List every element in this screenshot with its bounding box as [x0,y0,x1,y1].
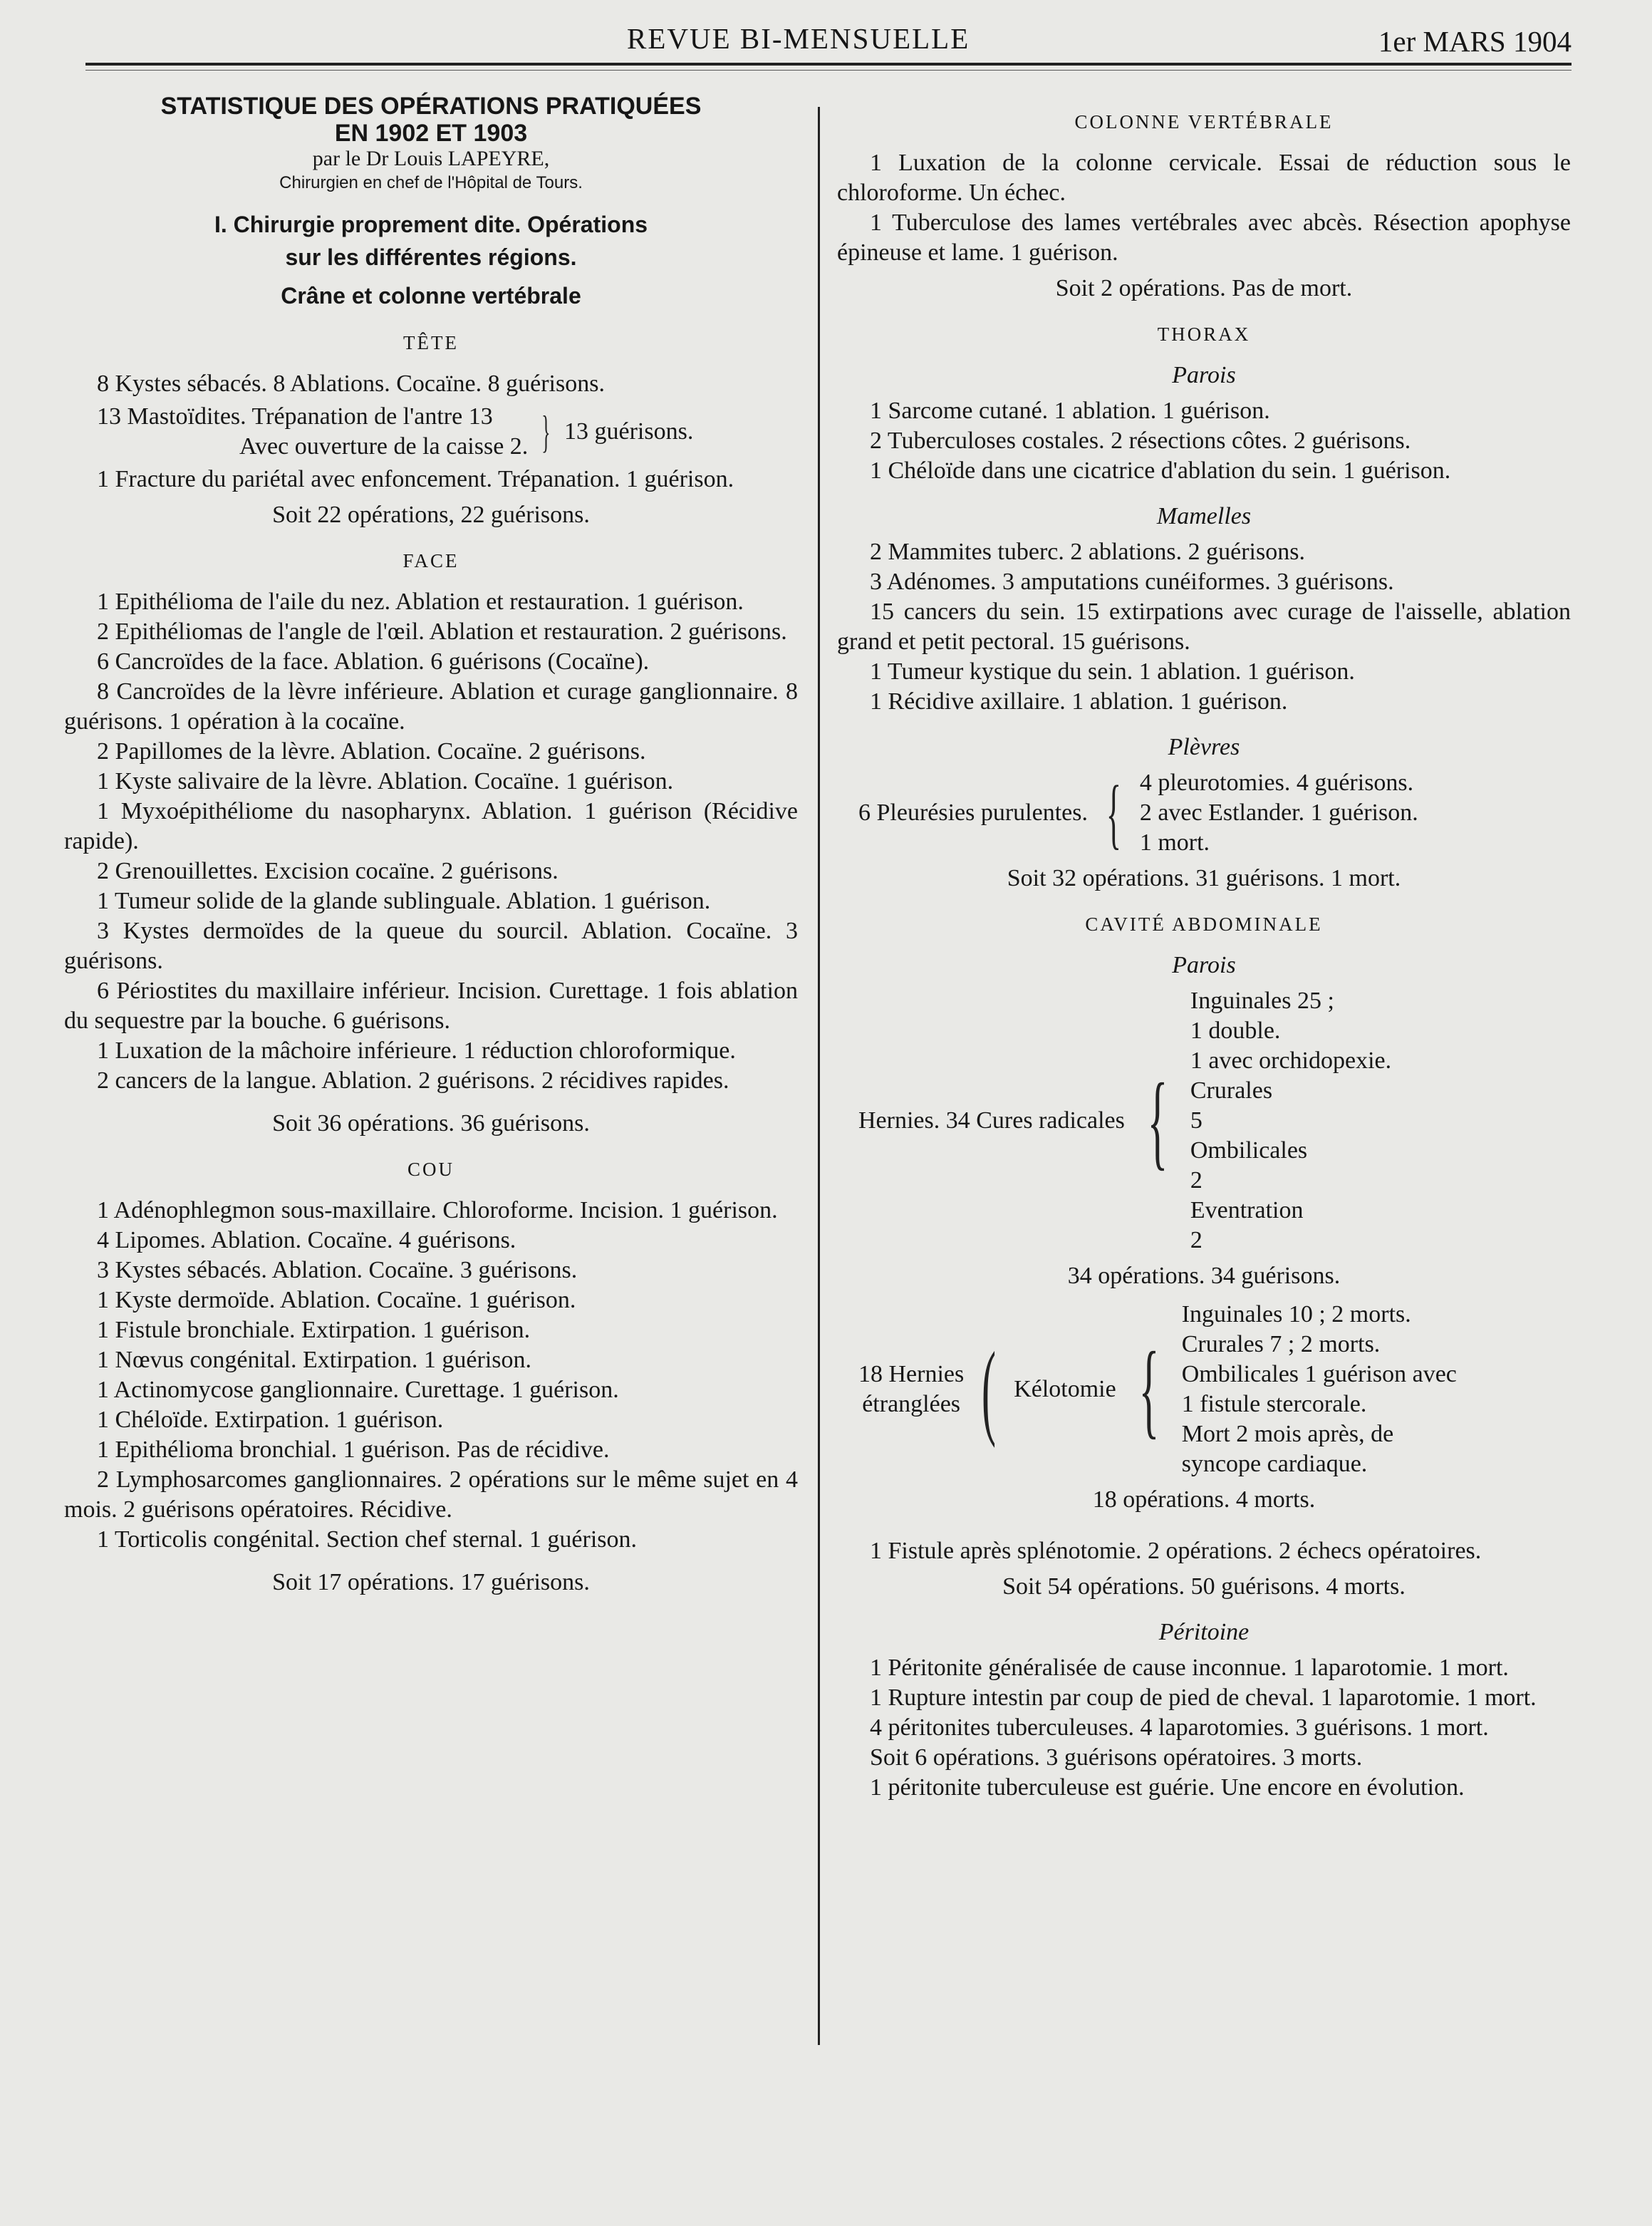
mamelles-list [837,537,1571,717]
entry: Crurales 7 ; 2 morts. [1181,1331,1381,1357]
heading-face: FACE [402,550,459,571]
issue-date: 1er MARS 1904 [1378,25,1572,58]
etranglees-list [1182,1300,1457,1479]
hernies-group [837,986,1571,1256]
brace-icon: { [1138,1330,1160,1449]
subheading-peritoine: Péritoine [1158,1619,1250,1645]
entry: 13 Mastoïdites. Trépanation de l'antre 13 [97,403,493,430]
thorax-parois-list [837,396,1571,486]
subtotal: Soit 17 opérations. 17 guérisons. [272,1569,590,1595]
left-column [64,93,798,1606]
entry: 18 Hernies [858,1361,965,1387]
heading-colonne: COLONNE VERTÉBRALE [1074,111,1334,133]
entry: 1 Kyste dermoïde. Ablation. Cocaïne. 1 guérison. [97,1287,576,1313]
entry: étranglées [862,1391,961,1417]
entry: 2 cancers de la langue. Ablation. 2 guérisons. 2 récidives rapides. [97,1067,729,1094]
entry: 8 Cancroïdes de la lèvre inférieure. Ablation et curage ganglionnaire. 8 guérisons. 1 opération à la cocaïne. [64,678,798,735]
entry: Avec ouverture de la caisse 2. [239,433,529,460]
entry: Hernies. 34 Cures radicales [858,1107,1125,1134]
hernie-type: Inguinales 25 ; [1190,988,1334,1014]
entry: syncope cardiaque. [1181,1451,1368,1477]
entry: 2 Mammites tuberc. 2 ablations. 2 guérisons. [870,539,1305,565]
brace-icon: { [1147,1062,1168,1180]
entry: Inguinales 10 ; 2 morts. [1181,1301,1411,1327]
face-list [64,587,798,1096]
entry: 8 Kystes sébacés. 8 Ablations. Cocaïne. 8 guérisons. [97,371,605,397]
article-title-line2: EN 1902 ET 1903 [334,120,528,147]
entry: 3 Adénomes. 3 amputations cunéiformes. 3 guérisons. [870,569,1394,595]
section-heading-cont: sur les différentes régions. [285,244,577,270]
entry: 6 Pleurésies purulentes. [858,799,1088,826]
entry: 1 Fistule après splénotomie. 2 opérations. 2 échecs opératoires. [870,1538,1482,1564]
entry: 3 Kystes sébacés. Ablation. Cocaïne. 3 guérisons. [97,1257,578,1283]
header-rule-thin [85,70,1572,71]
entry: Soit 6 opérations. 3 guérisons opératoires. 3 morts. [870,1744,1363,1771]
header-rule [85,63,1572,66]
entry: 2 Epithéliomas de l'angle de l'œil. Ablation et restauration. 2 guérisons. [97,618,787,645]
entry: 4 péritonites tuberculeuses. 4 laparotomies. 3 guérisons. 1 mort. [870,1714,1489,1741]
entry: 1 Chéloïde. Extirpation. 1 guérison. [97,1407,444,1433]
entry: 1 Récidive axillaire. 1 ablation. 1 guérison. [870,688,1288,715]
entry: 1 Luxation de la mâchoire inférieure. 1 réduction chloroformique. [97,1037,736,1064]
subheading-parois: Parois [1172,362,1236,388]
entry: 1 fistule stercorale. [1181,1391,1367,1417]
heading-cou: COU [407,1159,454,1180]
entry: 1 mort. [1139,829,1210,856]
hernie-count: 2 [1190,1167,1202,1194]
hernie-type: Eventration [1190,1197,1304,1223]
subtotal: Soit 2 opérations. Pas de mort. [1055,275,1353,301]
entry: 2 Grenouillettes. Excision cocaïne. 2 guérisons. [97,858,559,884]
entry: 6 Périostites du maxillaire inférieur. Incision. Curettage. 1 fois ablation du sequestre par la bouche. 6 guérisons. [64,978,798,1034]
hernie-count: 1 double. [1190,1018,1281,1044]
entry: Ombilicales 1 guérison avec [1181,1361,1457,1387]
article-title-line1: STATISTIQUE DES OPÉRATIONS PRATIQUÉES [160,93,702,120]
brace-icon: ( [982,1330,997,1449]
entry: 1 Adénophlegmon sous-maxillaire. Chloroforme. Incision. 1 guérison. [97,1197,778,1223]
entry: 1 Kyste salivaire de la lèvre. Ablation. Cocaïne. 1 guérison. [97,768,674,794]
journal-title: REVUE BI-MENSUELLE [627,22,970,55]
entry: 1 Sarcome cutané. 1 ablation. 1 guérison. [870,398,1270,424]
entry: 13 guérisons. [564,418,694,445]
brace-icon: { [1106,770,1121,856]
entry: 1 Fracture du pariétal avec enfoncement. Trépanation. 1 guérison. [97,466,734,492]
entry: 1 Chéloïde dans une cicatrice d'ablation du sein. 1 guérison. [870,457,1451,484]
entry: 1 Epithélioma de l'aile du nez. Ablation et restauration. 1 guérison. [97,589,744,615]
section-heading: I. Chirurgie proprement dite. Opérations [214,212,648,237]
mastoidites-group [64,402,798,462]
entry: 1 Rupture intestin par coup de pied de cheval. 1 laparotomie. 1 mort. [870,1684,1537,1711]
entry: 1 Nœvus congénital. Extirpation. 1 guérison. [97,1347,532,1373]
brace-icon: } [541,406,551,457]
subheading-plevres: Plèvres [1168,734,1240,760]
entry: 3 Kystes dermoïdes de la queue du sourcil. Ablation. Cocaïne. 3 guérisons. [64,918,798,974]
entry: 2 Lymphosarcomes ganglionnaires. 2 opérations sur le même sujet en 4 mois. 2 guérisons opératoires. Récidive. [64,1466,798,1523]
subtotal: 18 opérations. 4 morts. [1092,1486,1316,1513]
right-column [837,93,1571,1803]
subtotal: Soit 54 opérations. 50 guérisons. 4 morts. [1002,1573,1406,1600]
entry: 1 Péritonite généralisée de cause inconnue. 1 laparotomie. 1 mort. [870,1655,1509,1681]
hernie-row [1190,1076,1391,1136]
entry: 1 Myxoépithéliome du nasopharynx. Ablation. 1 guérison (Récidive rapide). [64,798,798,854]
hernie-count: 2 [1190,1227,1202,1253]
pleuresies-list [1140,768,1418,858]
byline: par le Dr Louis LAPEYRE, [312,147,550,170]
hernie-row [1190,1046,1391,1076]
entry: 1 péritonite tuberculeuse est guérie. Une encore en évolution. [870,1774,1465,1801]
colonne-list [837,148,1571,268]
peritoine-list [837,1653,1571,1803]
hernie-row [1190,1136,1391,1196]
entry: 1 Actinomycose ganglionnaire. Curettage. 1 guérison. [97,1377,619,1403]
entry: Kélotomie [1014,1376,1116,1402]
subheading-parois-abd: Parois [1172,952,1236,978]
pleuresies-group [837,768,1571,858]
hernie-type: Crurales [1190,1077,1273,1104]
entry: 6 Cancroïdes de la face. Ablation. 6 guérisons (Cocaïne). [97,648,650,675]
entry: 4 pleurotomies. 4 guérisons. [1139,770,1414,796]
subsection-heading: Crâne et colonne vertébrale [281,283,581,309]
entry: 1 Tumeur solide de la glande sublinguale. Ablation. 1 guérison. [97,888,711,914]
affiliation: Chirurgien en chef de l'Hôpital de Tours. [279,173,583,192]
heading-cavite: CAVITÉ ABDOMINALE [1085,913,1323,935]
entry: 4 Lipomes. Ablation. Cocaïne. 4 guérisons. [97,1227,516,1253]
subtotal: Soit 36 opérations. 36 guérisons. [272,1110,590,1137]
entry: 2 Papillomes de la lèvre. Ablation. Cocaïne. 2 guérisons. [97,738,646,765]
column-divider [818,107,820,2045]
heading-tete: TÊTE [403,332,459,353]
entry: 2 avec Estlander. 1 guérison. [1139,799,1418,826]
subtotal: Soit 32 opérations. 31 guérisons. 1 mort. [1007,865,1401,891]
entry: Mort 2 mois après, de [1181,1421,1394,1447]
subtotal: Soit 22 opérations, 22 guérisons. [272,502,590,528]
entry: 1 Tuberculose des lames vertébrales avec abcès. Résection apophyse épineuse et lame. 1 guérison. [837,209,1571,266]
heading-thorax: THORAX [1157,323,1251,345]
entry: 2 Tuberculoses costales. 2 résections côtes. 2 guérisons. [870,428,1411,454]
hernies-etranglees-group [837,1300,1571,1479]
subheading-mamelles: Mamelles [1156,503,1252,529]
hernie-row [1190,1196,1391,1256]
entry: 15 cancers du sein. 15 extirpations avec curage de l'aisselle, ablation grand et petit pectoral. 15 guérisons. [837,599,1571,655]
hernies-list [1190,986,1391,1256]
entry: 1 Tumeur kystique du sein. 1 ablation. 1 guérison. [870,658,1355,685]
hernie-type: Ombilicales [1190,1137,1308,1164]
entry: 1 Luxation de la colonne cervicale. Essai de réduction sous le chloroforme. Un échec. [837,150,1571,206]
entry: 1 Torticolis congénital. Section chef sternal. 1 guérison. [97,1526,638,1553]
article-title [64,93,798,147]
entry: 1 Epithélioma bronchial. 1 guérison. Pas de récidive. [97,1436,610,1463]
page-header [85,16,1572,66]
hernie-count: 1 avec orchidopexie. [1190,1047,1392,1074]
subtotal: 34 opérations. 34 guérisons. [1067,1263,1341,1289]
hernie-row [1190,986,1391,1046]
hernie-count: 5 [1190,1107,1202,1134]
cou-list [64,1196,798,1555]
entry: 1 Fistule bronchiale. Extirpation. 1 guérison. [97,1317,531,1343]
